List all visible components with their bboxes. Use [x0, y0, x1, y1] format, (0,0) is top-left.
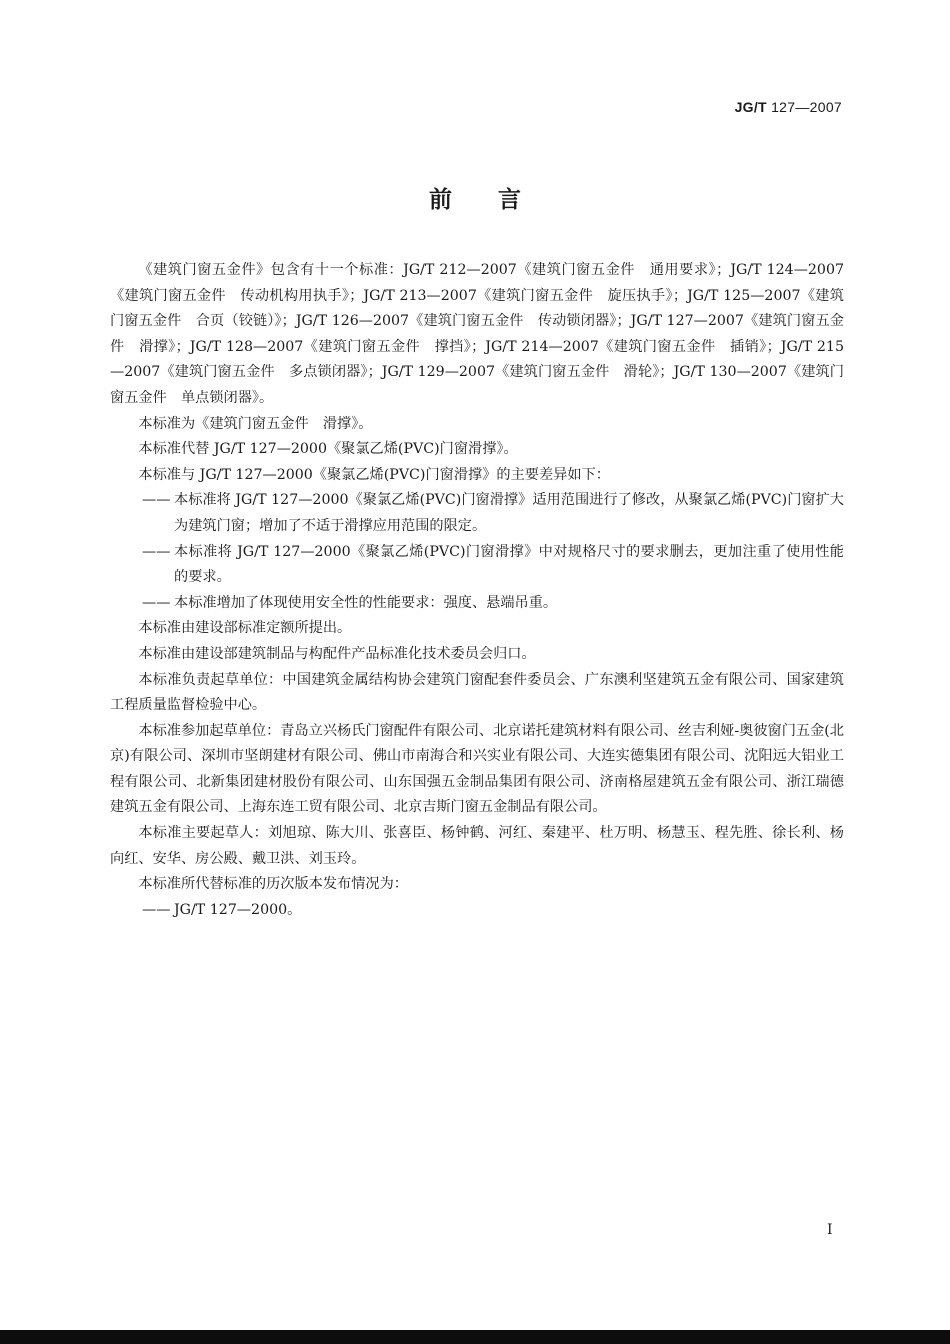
paragraph-drafting-unit: 本标准负责起草单位：中国建筑金属结构协会建筑门窗配套件委员会、广东澳利坚建筑五金有限公司、国家建筑工程质量监督检验中心。 [110, 671, 844, 714]
paragraph-scope: 本标准为《建筑门窗五金件 滑撑》。 [138, 415, 373, 432]
standard-prefix: JG/T [734, 99, 767, 115]
paragraph-replaces: 本标准代替 JG/T 127—2000《聚氯乙烯(PVC)门窗滑撑》。 [138, 441, 518, 458]
dash-marker: —— [142, 543, 171, 560]
document-body [110, 258, 844, 923]
paragraph-proposed-by: 本标准由建设部标准定额所提出。 [138, 620, 352, 637]
title-char-1: 前 [429, 187, 452, 213]
paragraph-main-drafters: 本标准主要起草人：刘旭琼、陈大川、张喜臣、杨钟鹤、河红、秦建平、杜万明、杨慧玉、程先胜、徐长利、杨向红、安华、房公殿、戴卫洪、刘玉玲。 [110, 825, 844, 867]
paragraph-differences-intro: 本标准与 JG/T 127—2000《聚氯乙烯(PVC)门窗滑撑》的主要差异如下： [138, 466, 610, 483]
standard-number: 127—2007 [771, 99, 842, 115]
paragraph-standards-list: 《建筑门窗五金件》包含有十一个标准：JG/T 212—2007《建筑门窗五金件 通用要求》；JG/T 124—2007《建筑门窗五金件 传动机构用执手》；JG/T 213—2007《建筑门窗五金件 旋压执手》；JG/T 125—2007《建筑门窗五金件 合页（铰链）》；JG/T 126—2007《建筑门窗五金件 传动锁闭器》；JG/T 127—2007《建筑门窗五金件 滑撑》；JG/T 128—2007《建筑门窗五金件 撑挡》；JG/T 214—2007《建筑门窗五金件 插销》；JG/T 215—2007《建筑门窗五金件 多点锁闭器》；JG/T 129—2007《建筑门窗五金件 滑轮》；JG/T 130—2007《建筑门窗五金件 单点锁闭器》。 [110, 262, 844, 406]
page-number: I [827, 1222, 833, 1238]
bottom-border [0, 1330, 950, 1344]
list-item-text: 本标准将 JG/T 127—2000《聚氯乙烯(PVC)门窗滑撑》适用范围进行了修改，从聚氯乙烯(PVC)门窗扩大为建筑门窗；增加了不适于滑撑应用范围的限定。 [174, 492, 844, 534]
title-char-2: 言 [498, 187, 521, 213]
list-item [110, 898, 844, 924]
page-title [0, 181, 950, 214]
standard-code [735, 99, 842, 115]
list-item [110, 591, 844, 617]
list-item [110, 540, 844, 591]
dash-marker: —— [142, 594, 171, 611]
list-item [110, 488, 844, 539]
list-item-text: 本标准增加了体现使用安全性的性能要求：强度、悬端吊重。 [174, 594, 558, 611]
dash-marker: —— [142, 901, 171, 918]
paragraph-history-intro: 本标准所代替标准的历次版本发布情况为： [138, 876, 408, 893]
paragraph-managed-by: 本标准由建设部建筑制品与构配件产品标准化技术委员会归口。 [138, 645, 536, 662]
list-item-text: JG/T 127—2000。 [174, 901, 302, 918]
dash-marker: —— [142, 492, 171, 509]
list-item-text: 本标准将 JG/T 127—2000《聚氯乙烯(PVC)门窗滑撑》中对规格尺寸的要求删去，更加注重了使用性能的要求。 [174, 543, 844, 586]
paragraph-participating-units: 本标准参加起草单位：青岛立兴杨氏门窗配件有限公司、北京诺托建筑材料有限公司、丝吉利娅-奥彼窗门五金(北京)有限公司、深圳市坚朗建材有限公司、佛山市南海合和兴实业有限公司、大连实德集团有限公司、沈阳远大铝业工程有限公司、北新集团建材股份有限公司、山东国强五金制品集团有限公司、济南格屋建筑五金有限公司、浙江瑞德建筑五金有限公司、上海东连工贸有限公司、北京吉斯门窗五金制品有限公司。 [110, 722, 844, 816]
